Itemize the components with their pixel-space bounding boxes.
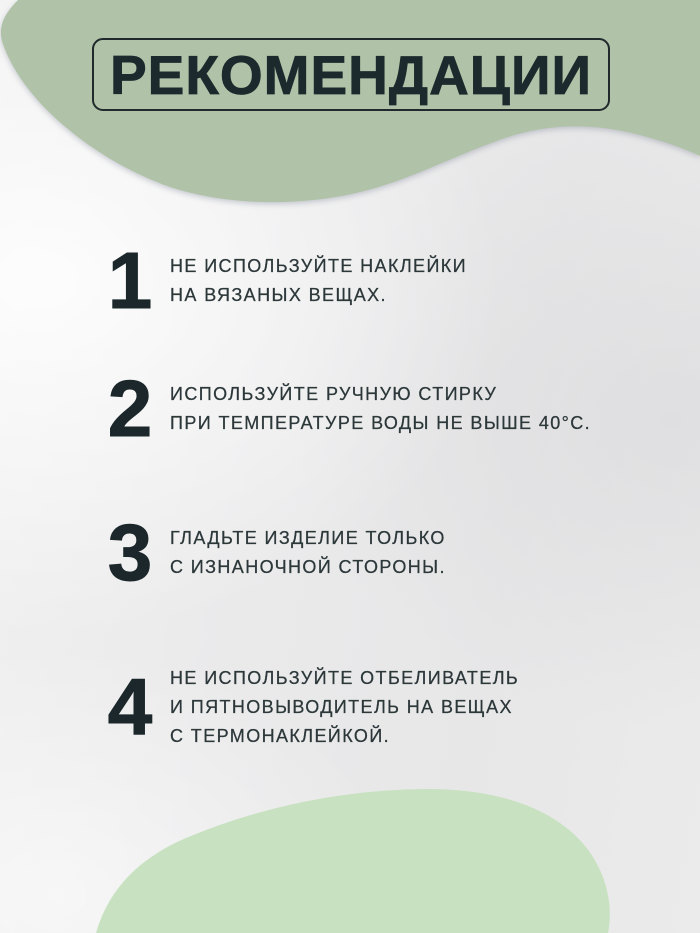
item-line: ИСПОЛЬЗУЙТЕ РУЧНУЮ СТИРКУ bbox=[170, 384, 498, 404]
item-number: 4 bbox=[107, 662, 153, 751]
recommendation-item-1 bbox=[90, 236, 635, 325]
recommendation-item-3 bbox=[90, 508, 635, 598]
item-line: НЕ ИСПОЛЬЗУЙТЕ НАКЛЕЙКИ bbox=[170, 256, 468, 276]
item-line: ГЛАДЬТЕ ИЗДЕЛИЕ ТОЛЬКО bbox=[170, 528, 446, 548]
item-line: НА ВЯЗАНЫХ ВЕЩАХ. bbox=[170, 285, 387, 305]
recommendation-item-2 bbox=[90, 364, 635, 453]
bottom-green-blob-shape bbox=[96, 789, 610, 933]
item-line: И ПЯТНОВЫВОДИТЕЛЬ НА ВЕЩАХ bbox=[170, 696, 513, 717]
item-line: С ИЗНАНОЧНОЙ СТОРОНЫ. bbox=[170, 557, 446, 577]
item-number: 2 bbox=[107, 364, 153, 453]
item-number: 1 bbox=[107, 236, 153, 325]
item-line: ПРИ ТЕМПЕРАТУРЕ ВОДЫ НЕ ВЫШЕ 40°С. bbox=[170, 413, 592, 433]
recommendation-item-4 bbox=[90, 655, 635, 759]
item-line: С ТЕРМОНАКЛЕЙКОЙ. bbox=[170, 725, 391, 746]
item-line: НЕ ИСПОЛЬЗУЙТЕ ОТБЕЛИВАТЕЛЬ bbox=[170, 667, 520, 688]
item-text bbox=[170, 524, 446, 582]
item-text bbox=[170, 380, 591, 438]
page-title: РЕКОМЕНДАЦИИ bbox=[109, 43, 593, 106]
item-number: 3 bbox=[107, 508, 153, 597]
item-text bbox=[170, 252, 467, 310]
item-text bbox=[170, 664, 519, 751]
title-box bbox=[92, 38, 610, 111]
